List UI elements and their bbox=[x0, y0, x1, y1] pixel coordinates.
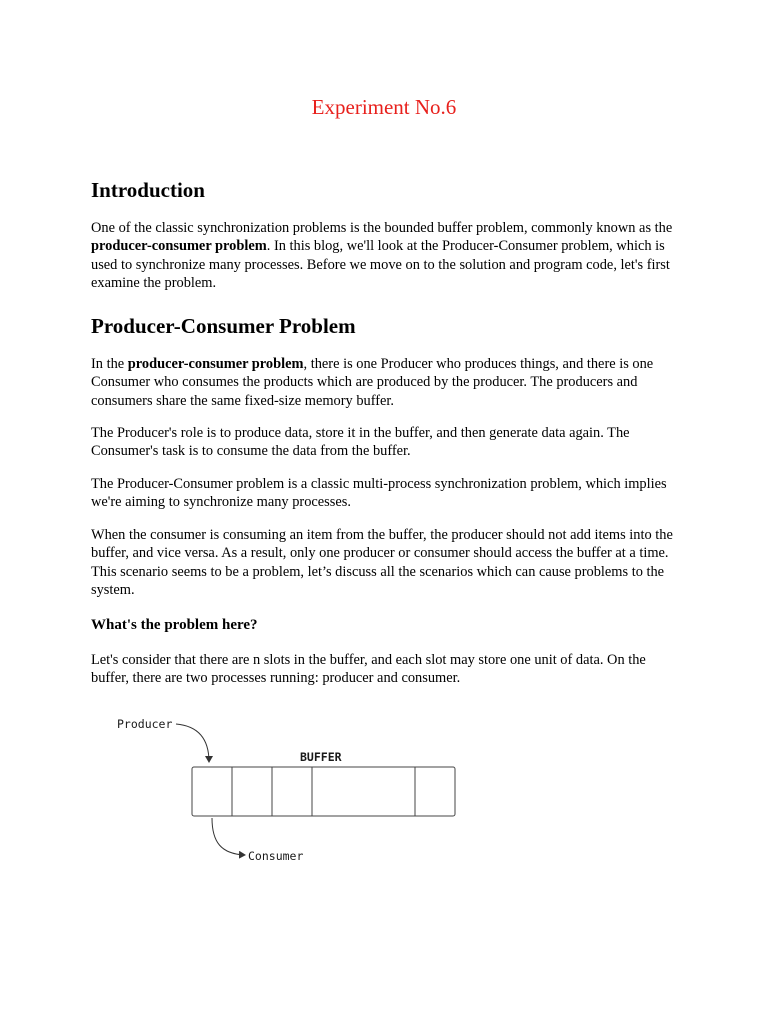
section-heading-producer-consumer: Producer-Consumer Problem bbox=[91, 314, 356, 338]
intro-paragraph bbox=[91, 219, 687, 292]
buffer-label: BUFFER bbox=[300, 750, 342, 764]
pc-paragraph-3: The Producer-Consumer problem is a classic multi-process synchronization problem, which implies we're aiming to synchronize many processes. bbox=[91, 476, 667, 511]
intro-bold-term: producer-consumer problem bbox=[91, 238, 267, 255]
intro-text-before: One of the classic synchronization problems is the bounded buffer problem, commonly known as the bbox=[91, 220, 673, 236]
section-heading-introduction: Introduction bbox=[91, 178, 205, 202]
producer-arrow bbox=[176, 724, 209, 762]
pc-paragraph-1 bbox=[91, 355, 687, 410]
intro-text-after: . In this blog, we'll look at the Producer-Consumer problem, which is used to synchronize many processes. Before we move on to the solution and program code, let's first examine the problem. bbox=[91, 238, 670, 291]
buffer-diagram-svg bbox=[91, 700, 480, 880]
problem-paragraph: Let's consider that there are n slots in the buffer, and each slot may store one unit of data. On the buffer, there are two processes running: producer and consumer. bbox=[91, 652, 646, 687]
buffer-diagram bbox=[91, 700, 480, 880]
consumer-arrow bbox=[212, 818, 245, 855]
section-heading-whats-the-problem: What's the problem here? bbox=[91, 617, 258, 633]
pc-p1-bold-term: producer-consumer problem bbox=[127, 356, 304, 372]
pc-p1-text-before: In the bbox=[91, 356, 128, 372]
pc-p1-text-after: , there is one Producer who produces things, and there is one Consumer who consumes the products which are produced by the producer. The producers and consumers share the same fixed-size memory buffer. bbox=[91, 356, 654, 409]
pc-paragraph-2: The Producer's role is to produce data, store it in the buffer, and then generate data again. The Consumer's task is to consume the data from the buffer. bbox=[91, 425, 630, 460]
producer-label: Producer bbox=[117, 717, 173, 731]
buffer-box bbox=[192, 767, 455, 816]
document-title: Experiment No.6 bbox=[311, 95, 457, 119]
pc-paragraph-4: When the consumer is consuming an item from the buffer, the producer should not add items into the buffer, and vice versa. As a result, only one producer or consumer should access the buffer at a time. This scenario seems to be a problem, let’s discuss all the scenarios which can cause problems to the system. bbox=[91, 527, 673, 598]
consumer-label: Consumer bbox=[248, 849, 304, 863]
